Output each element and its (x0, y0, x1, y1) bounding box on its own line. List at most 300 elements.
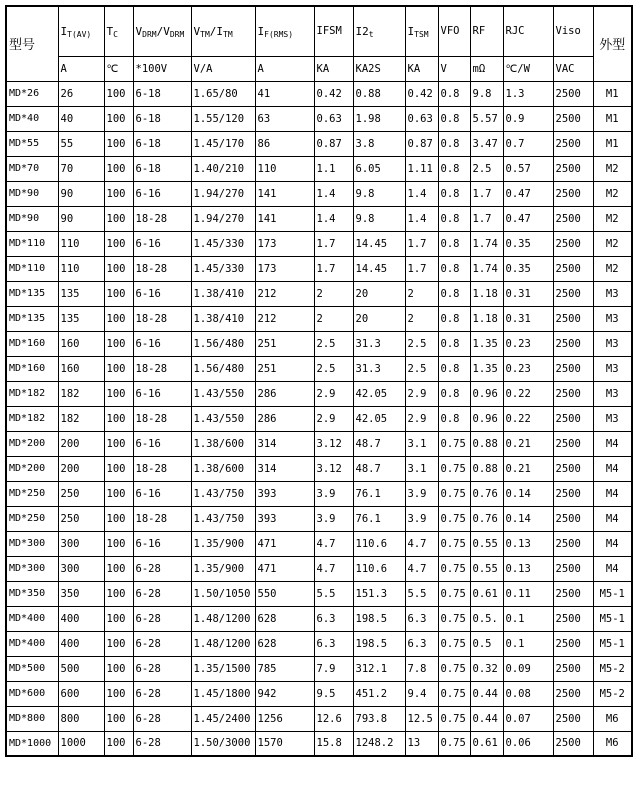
cell-if-rms: 942 (255, 681, 314, 706)
cell-vdrm: 18-28 (133, 356, 191, 381)
cell-ifsm: 12.6 (314, 706, 353, 731)
cell-if-rms: 251 (255, 356, 314, 381)
unit-i2t: KA2S (353, 56, 405, 81)
cell-rjc: 0.47 (503, 181, 553, 206)
cell-vdrm: 6-18 (133, 156, 191, 181)
cell-vtm-itm: 1.94/270 (191, 181, 255, 206)
cell-it-av: 135 (58, 306, 104, 331)
cell-vfo: 0.75 (438, 456, 470, 481)
table-row (6, 431, 632, 456)
spec-table-container (5, 5, 631, 757)
cell-model: MD*250 (6, 481, 58, 506)
cell-rjc: 0.23 (503, 331, 553, 356)
cell-rf: 1.35 (470, 356, 503, 381)
cell-vdrm: 6-28 (133, 656, 191, 681)
cell-ifsm: 0.63 (314, 106, 353, 131)
cell-if-rms: 393 (255, 506, 314, 531)
cell-itsm: 3.1 (405, 431, 438, 456)
cell-vtm-itm: 1.45/330 (191, 231, 255, 256)
cell-viso: 2500 (553, 681, 593, 706)
cell-model: MD*110 (6, 231, 58, 256)
header-i2t: $I2_t$ (353, 6, 405, 56)
cell-outline: M5-2 (593, 656, 632, 681)
cell-outline: M4 (593, 556, 632, 581)
cell-ifsm: 2.9 (314, 406, 353, 431)
cell-tc: 100 (104, 731, 133, 756)
header-model: 型号 (6, 6, 58, 81)
cell-vdrm: 6-16 (133, 531, 191, 556)
cell-outline: M1 (593, 81, 632, 106)
cell-viso: 2500 (553, 381, 593, 406)
cell-rjc: 0.7 (503, 131, 553, 156)
cell-rf: 0.5 (470, 631, 503, 656)
header-vfo: VFO (438, 6, 470, 56)
cell-rf: 1.18 (470, 306, 503, 331)
table-row (6, 706, 632, 731)
unit-vdrm: *100V (133, 56, 191, 81)
cell-i2t: 20 (353, 306, 405, 331)
cell-outline: M2 (593, 206, 632, 231)
cell-ifsm: 3.9 (314, 481, 353, 506)
cell-ifsm: 4.7 (314, 531, 353, 556)
cell-if-rms: 141 (255, 181, 314, 206)
cell-rjc: 0.1 (503, 631, 553, 656)
table-row (6, 581, 632, 606)
cell-vdrm: 6-16 (133, 431, 191, 456)
cell-it-av: 1000 (58, 731, 104, 756)
cell-if-rms: 393 (255, 481, 314, 506)
header-row-units (6, 56, 632, 81)
cell-itsm: 12.5 (405, 706, 438, 731)
cell-viso: 2500 (553, 306, 593, 331)
cell-rf: 0.96 (470, 381, 503, 406)
cell-vdrm: 6-28 (133, 581, 191, 606)
cell-it-av: 250 (58, 481, 104, 506)
cell-viso: 2500 (553, 206, 593, 231)
cell-rjc: 0.22 (503, 406, 553, 431)
cell-i2t: 31.3 (353, 356, 405, 381)
cell-itsm: 1.7 (405, 231, 438, 256)
table-row (6, 206, 632, 231)
cell-it-av: 500 (58, 656, 104, 681)
cell-if-rms: 251 (255, 331, 314, 356)
cell-ifsm: 2.5 (314, 356, 353, 381)
cell-rf: 0.76 (470, 481, 503, 506)
cell-i2t: 48.7 (353, 456, 405, 481)
cell-ifsm: 1.4 (314, 206, 353, 231)
cell-model: MD*200 (6, 431, 58, 456)
cell-vdrm: 18-28 (133, 206, 191, 231)
cell-rf: 0.88 (470, 456, 503, 481)
cell-vfo: 0.8 (438, 156, 470, 181)
cell-if-rms: 173 (255, 231, 314, 256)
cell-vfo: 0.75 (438, 431, 470, 456)
cell-outline: M4 (593, 456, 632, 481)
cell-it-av: 110 (58, 231, 104, 256)
cell-tc: 100 (104, 531, 133, 556)
cell-ifsm: 4.7 (314, 556, 353, 581)
cell-rf: 1.74 (470, 256, 503, 281)
cell-vtm-itm: 1.35/900 (191, 556, 255, 581)
cell-vtm-itm: 1.56/480 (191, 331, 255, 356)
cell-if-rms: 212 (255, 306, 314, 331)
cell-model: MD*1000 (6, 731, 58, 756)
cell-vtm-itm: 1.35/1500 (191, 656, 255, 681)
cell-rjc: 0.08 (503, 681, 553, 706)
cell-if-rms: 471 (255, 531, 314, 556)
cell-vdrm: 6-16 (133, 231, 191, 256)
unit-vtm-itm: V/A (191, 56, 255, 81)
cell-i2t: 1.98 (353, 106, 405, 131)
cell-outline: M5-1 (593, 581, 632, 606)
cell-vdrm: 6-28 (133, 631, 191, 656)
cell-tc: 100 (104, 506, 133, 531)
cell-vfo: 0.8 (438, 81, 470, 106)
cell-viso: 2500 (553, 106, 593, 131)
cell-outline: M3 (593, 281, 632, 306)
cell-viso: 2500 (553, 556, 593, 581)
unit-rf: mΩ (470, 56, 503, 81)
cell-outline: M2 (593, 181, 632, 206)
cell-ifsm: 5.5 (314, 581, 353, 606)
cell-vfo: 0.8 (438, 306, 470, 331)
cell-vdrm: 6-16 (133, 331, 191, 356)
table-row (6, 181, 632, 206)
unit-it-av: A (58, 56, 104, 81)
cell-itsm: 2 (405, 306, 438, 331)
cell-outline: M2 (593, 256, 632, 281)
cell-ifsm: 3.12 (314, 431, 353, 456)
header-it-av: $I_{T(AV)}$ (58, 6, 104, 56)
cell-rjc: 0.07 (503, 706, 553, 731)
cell-rjc: 0.14 (503, 481, 553, 506)
cell-outline: M5-1 (593, 606, 632, 631)
table-row (6, 281, 632, 306)
header-vdrm: $V_{DRM}/V_{DRM}$ (133, 6, 191, 56)
cell-i2t: 793.8 (353, 706, 405, 731)
cell-viso: 2500 (553, 281, 593, 306)
cell-it-av: 160 (58, 356, 104, 381)
cell-it-av: 600 (58, 681, 104, 706)
cell-rjc: 0.21 (503, 431, 553, 456)
cell-tc: 100 (104, 106, 133, 131)
cell-outline: M3 (593, 381, 632, 406)
cell-vtm-itm: 1.45/2400 (191, 706, 255, 731)
cell-tc: 100 (104, 706, 133, 731)
header-ifsm: IFSM (314, 6, 353, 56)
table-row (6, 131, 632, 156)
unit-tc: ℃ (104, 56, 133, 81)
cell-model: MD*250 (6, 506, 58, 531)
cell-outline: M5-1 (593, 631, 632, 656)
cell-it-av: 200 (58, 456, 104, 481)
cell-if-rms: 86 (255, 131, 314, 156)
cell-i2t: 312.1 (353, 656, 405, 681)
cell-rf: 0.55 (470, 531, 503, 556)
table-row (6, 406, 632, 431)
cell-rjc: 0.11 (503, 581, 553, 606)
cell-ifsm: 1.7 (314, 256, 353, 281)
cell-model: MD*400 (6, 631, 58, 656)
cell-i2t: 42.05 (353, 381, 405, 406)
cell-vfo: 0.8 (438, 406, 470, 431)
header-itsm: $I_{TSM}$ (405, 6, 438, 56)
cell-vdrm: 6-18 (133, 106, 191, 131)
cell-outline: M2 (593, 156, 632, 181)
cell-it-av: 135 (58, 281, 104, 306)
cell-tc: 100 (104, 181, 133, 206)
cell-rjc: 0.31 (503, 281, 553, 306)
cell-if-rms: 286 (255, 381, 314, 406)
cell-if-rms: 141 (255, 206, 314, 231)
cell-tc: 100 (104, 331, 133, 356)
unit-vfo: V (438, 56, 470, 81)
cell-vtm-itm: 1.35/900 (191, 531, 255, 556)
cell-vfo: 0.75 (438, 506, 470, 531)
cell-it-av: 400 (58, 631, 104, 656)
cell-if-rms: 314 (255, 456, 314, 481)
cell-rf: 0.44 (470, 681, 503, 706)
cell-tc: 100 (104, 381, 133, 406)
header-rjc: RJC (503, 6, 553, 56)
cell-rjc: 0.06 (503, 731, 553, 756)
cell-tc: 100 (104, 456, 133, 481)
cell-it-av: 350 (58, 581, 104, 606)
cell-vtm-itm: 1.38/600 (191, 431, 255, 456)
cell-viso: 2500 (553, 706, 593, 731)
cell-ifsm: 6.3 (314, 631, 353, 656)
cell-vdrm: 6-28 (133, 556, 191, 581)
cell-it-av: 400 (58, 606, 104, 631)
cell-vdrm: 18-28 (133, 506, 191, 531)
table-row (6, 681, 632, 706)
cell-vtm-itm: 1.48/1200 (191, 631, 255, 656)
cell-model: MD*70 (6, 156, 58, 181)
cell-i2t: 151.3 (353, 581, 405, 606)
cell-viso: 2500 (553, 631, 593, 656)
cell-i2t: 9.8 (353, 181, 405, 206)
cell-outline: M1 (593, 106, 632, 131)
table-row (6, 631, 632, 656)
cell-rf: 3.47 (470, 131, 503, 156)
cell-rjc: 0.14 (503, 506, 553, 531)
cell-if-rms: 471 (255, 556, 314, 581)
cell-outline: M2 (593, 231, 632, 256)
cell-vdrm: 6-16 (133, 281, 191, 306)
cell-if-rms: 173 (255, 256, 314, 281)
cell-itsm: 6.3 (405, 606, 438, 631)
cell-viso: 2500 (553, 156, 593, 181)
cell-rf: 0.55 (470, 556, 503, 581)
cell-i2t: 76.1 (353, 506, 405, 531)
cell-vdrm: 18-28 (133, 456, 191, 481)
cell-model: MD*182 (6, 406, 58, 431)
cell-it-av: 110 (58, 256, 104, 281)
cell-viso: 2500 (553, 656, 593, 681)
cell-ifsm: 2 (314, 306, 353, 331)
cell-if-rms: 785 (255, 656, 314, 681)
unit-viso: VAC (553, 56, 593, 81)
cell-itsm: 4.7 (405, 531, 438, 556)
header-row-symbols (6, 6, 632, 56)
cell-vfo: 0.75 (438, 556, 470, 581)
table-row (6, 256, 632, 281)
cell-i2t: 3.8 (353, 131, 405, 156)
cell-itsm: 4.7 (405, 556, 438, 581)
cell-viso: 2500 (553, 731, 593, 756)
cell-vfo: 0.75 (438, 581, 470, 606)
unit-itsm: KA (405, 56, 438, 81)
cell-itsm: 3.9 (405, 506, 438, 531)
cell-viso: 2500 (553, 181, 593, 206)
cell-viso: 2500 (553, 356, 593, 381)
cell-vdrm: 6-28 (133, 706, 191, 731)
cell-i2t: 48.7 (353, 431, 405, 456)
cell-rjc: 0.47 (503, 206, 553, 231)
cell-itsm: 9.4 (405, 681, 438, 706)
cell-viso: 2500 (553, 456, 593, 481)
cell-vtm-itm: 1.48/1200 (191, 606, 255, 631)
cell-itsm: 1.7 (405, 256, 438, 281)
cell-vfo: 0.75 (438, 731, 470, 756)
cell-it-av: 40 (58, 106, 104, 131)
table-row (6, 506, 632, 531)
table-row (6, 331, 632, 356)
cell-rjc: 0.9 (503, 106, 553, 131)
cell-vtm-itm: 1.45/170 (191, 131, 255, 156)
cell-vtm-itm: 1.38/410 (191, 306, 255, 331)
cell-vdrm: 6-28 (133, 731, 191, 756)
cell-if-rms: 41 (255, 81, 314, 106)
cell-model: MD*160 (6, 356, 58, 381)
cell-vtm-itm: 1.45/1800 (191, 681, 255, 706)
cell-if-rms: 63 (255, 106, 314, 131)
cell-itsm: 1.4 (405, 206, 438, 231)
cell-ifsm: 2 (314, 281, 353, 306)
cell-rf: 0.96 (470, 406, 503, 431)
unit-if-rms: A (255, 56, 314, 81)
cell-vtm-itm: 1.65/80 (191, 81, 255, 106)
cell-vtm-itm: 1.50/1050 (191, 581, 255, 606)
cell-if-rms: 550 (255, 581, 314, 606)
cell-outline: M4 (593, 506, 632, 531)
cell-rf: 1.7 (470, 181, 503, 206)
cell-itsm: 13 (405, 731, 438, 756)
cell-vfo: 0.75 (438, 631, 470, 656)
cell-vtm-itm: 1.38/410 (191, 281, 255, 306)
cell-i2t: 14.45 (353, 231, 405, 256)
cell-rf: 0.5. (470, 606, 503, 631)
cell-outline: M3 (593, 356, 632, 381)
cell-model: MD*400 (6, 606, 58, 631)
cell-rf: 0.32 (470, 656, 503, 681)
cell-ifsm: 7.9 (314, 656, 353, 681)
cell-vfo: 0.75 (438, 606, 470, 631)
cell-it-av: 182 (58, 381, 104, 406)
cell-vfo: 0.75 (438, 706, 470, 731)
cell-model: MD*135 (6, 306, 58, 331)
cell-vfo: 0.75 (438, 656, 470, 681)
cell-rjc: 0.57 (503, 156, 553, 181)
table-row (6, 231, 632, 256)
cell-viso: 2500 (553, 606, 593, 631)
cell-rf: 9.8 (470, 81, 503, 106)
cell-tc: 100 (104, 556, 133, 581)
cell-outline: M3 (593, 331, 632, 356)
cell-rjc: 0.31 (503, 306, 553, 331)
table-row (6, 381, 632, 406)
table-row (6, 456, 632, 481)
cell-ifsm: 9.5 (314, 681, 353, 706)
cell-rf: 1.74 (470, 231, 503, 256)
cell-ifsm: 1.7 (314, 231, 353, 256)
table-row (6, 531, 632, 556)
cell-if-rms: 286 (255, 406, 314, 431)
cell-vtm-itm: 1.43/550 (191, 381, 255, 406)
header-vtm-itm: $V_{TM}/I_{TM}$ (191, 6, 255, 56)
cell-itsm: 7.8 (405, 656, 438, 681)
cell-i2t: 110.6 (353, 531, 405, 556)
cell-vdrm: 6-18 (133, 131, 191, 156)
cell-vtm-itm: 1.43/750 (191, 481, 255, 506)
cell-tc: 100 (104, 656, 133, 681)
cell-it-av: 200 (58, 431, 104, 456)
cell-tc: 100 (104, 281, 133, 306)
cell-vfo: 0.75 (438, 531, 470, 556)
cell-it-av: 70 (58, 156, 104, 181)
cell-it-av: 90 (58, 206, 104, 231)
cell-tc: 100 (104, 156, 133, 181)
cell-rjc: 0.21 (503, 456, 553, 481)
cell-itsm: 2.5 (405, 356, 438, 381)
cell-i2t: 198.5 (353, 606, 405, 631)
cell-if-rms: 212 (255, 281, 314, 306)
cell-viso: 2500 (553, 531, 593, 556)
unit-ifsm: KA (314, 56, 353, 81)
cell-viso: 2500 (553, 581, 593, 606)
cell-model: MD*160 (6, 331, 58, 356)
cell-itsm: 0.42 (405, 81, 438, 106)
cell-itsm: 2.9 (405, 406, 438, 431)
cell-i2t: 198.5 (353, 631, 405, 656)
cell-viso: 2500 (553, 331, 593, 356)
cell-outline: M3 (593, 406, 632, 431)
cell-rjc: 0.35 (503, 231, 553, 256)
table-row (6, 556, 632, 581)
cell-rjc: 0.1 (503, 606, 553, 631)
cell-model: MD*26 (6, 81, 58, 106)
cell-i2t: 451.2 (353, 681, 405, 706)
cell-model: MD*182 (6, 381, 58, 406)
thyristor-spec-table (5, 5, 633, 757)
cell-rf: 1.35 (470, 331, 503, 356)
cell-rf: 1.7 (470, 206, 503, 231)
cell-ifsm: 0.87 (314, 131, 353, 156)
cell-vfo: 0.8 (438, 106, 470, 131)
cell-ifsm: 3.9 (314, 506, 353, 531)
cell-vdrm: 18-28 (133, 256, 191, 281)
cell-tc: 100 (104, 631, 133, 656)
cell-rjc: 0.13 (503, 556, 553, 581)
cell-vdrm: 6-18 (133, 81, 191, 106)
cell-outline: M4 (593, 431, 632, 456)
cell-model: MD*135 (6, 281, 58, 306)
cell-tc: 100 (104, 306, 133, 331)
cell-itsm: 2 (405, 281, 438, 306)
cell-tc: 100 (104, 606, 133, 631)
cell-it-av: 160 (58, 331, 104, 356)
cell-vfo: 0.8 (438, 206, 470, 231)
